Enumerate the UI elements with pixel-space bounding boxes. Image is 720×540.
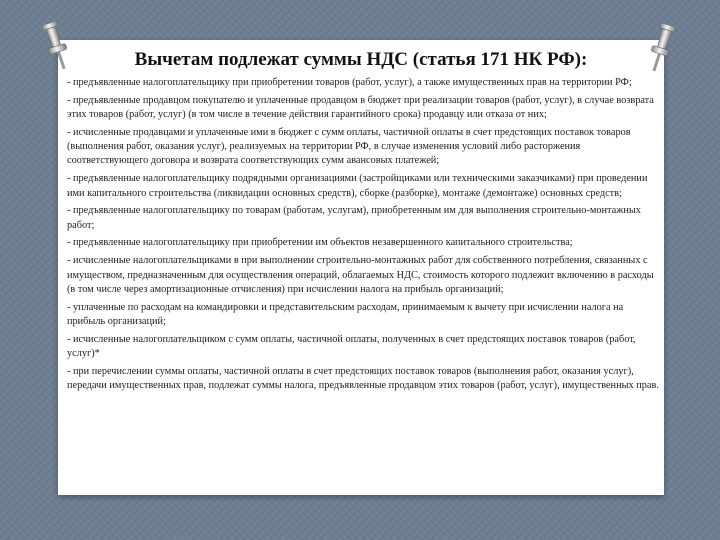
list-item: - при перечислении суммы оплаты, частичной оплаты в счет предстоящих поставок товаров (выполнения работ, оказания услуг), передачи имущественных прав, подлежат суммы налога, предъявленные продавцом этих товаров (работ, услуг), имущественных прав. <box>67 365 659 392</box>
list-item: - уплаченные по расходам на командировки и представительским расходам, принимаемым к вычету при исчислении налога на прибыль организаций; <box>67 301 624 327</box>
list-item: - предъявленные налогоплательщику при приобретении им объектов незавершенного капитального строительства; <box>67 237 573 249</box>
list-item: - предъявленные налогоплательщику по товарам (работам, услугам), приобретенным им для выполнения строительно-монтажных работ; <box>67 205 641 231</box>
list-item: - исчисленные налогоплательщиком с сумм оплаты, частичной оплаты, полученных в счет предстоящих поставок товаров (работ, услуг)* <box>67 333 636 360</box>
list-item: - исчисленные налогоплательщиками в при выполнении строительно-монтажных работ для собственного потребления, связанных с имуществом, предназначенным для осуществления операций, облагаемых НДС, стоимость которого подлежит включению в расходы (в том числе через амортизационные отчисления) при исчислении налога на прибыль организаций; <box>67 255 654 295</box>
slide-title: Вычетам подлежат суммы НДС (статья 171 НК РФ): <box>134 49 588 70</box>
list-item: - предъявленные налогоплательщику при приобретении товаров (работ, услуг), а также имущественных прав на территории РФ; <box>67 77 632 88</box>
item-list <box>67 76 661 397</box>
pushpin-icon <box>643 22 679 76</box>
list-item: - предъявленные продавцом покупателю и уплаченные продавцом в бюджет при реализации товаров (работ, услуг), в случае возврата этих товаров (работ, услуг) (в том числе в течение действия гарантийного срока) продавцу или отказа от них; <box>67 94 654 121</box>
slide-card <box>58 40 664 495</box>
list-item: - предъявленные налогоплательщику подрядными организациями (застройщиками или техническими заказчиками) при проведении ими капитального строительства (ликвидации основных средств), сборке (разборке), монтаже (демонтаже) основных средств; <box>67 173 648 199</box>
list-item: - исчисленные продавцами и уплаченные ими в бюджет с сумм оплаты, частичной оплаты в счет предстоящих поставок товаров (выполнения работ, оказания услуг), реализуемых на территории РФ, в случае изменения условий либо расторжения соответствующего договора и возврата соответствующих сумм авансовых платежей; <box>67 126 631 167</box>
